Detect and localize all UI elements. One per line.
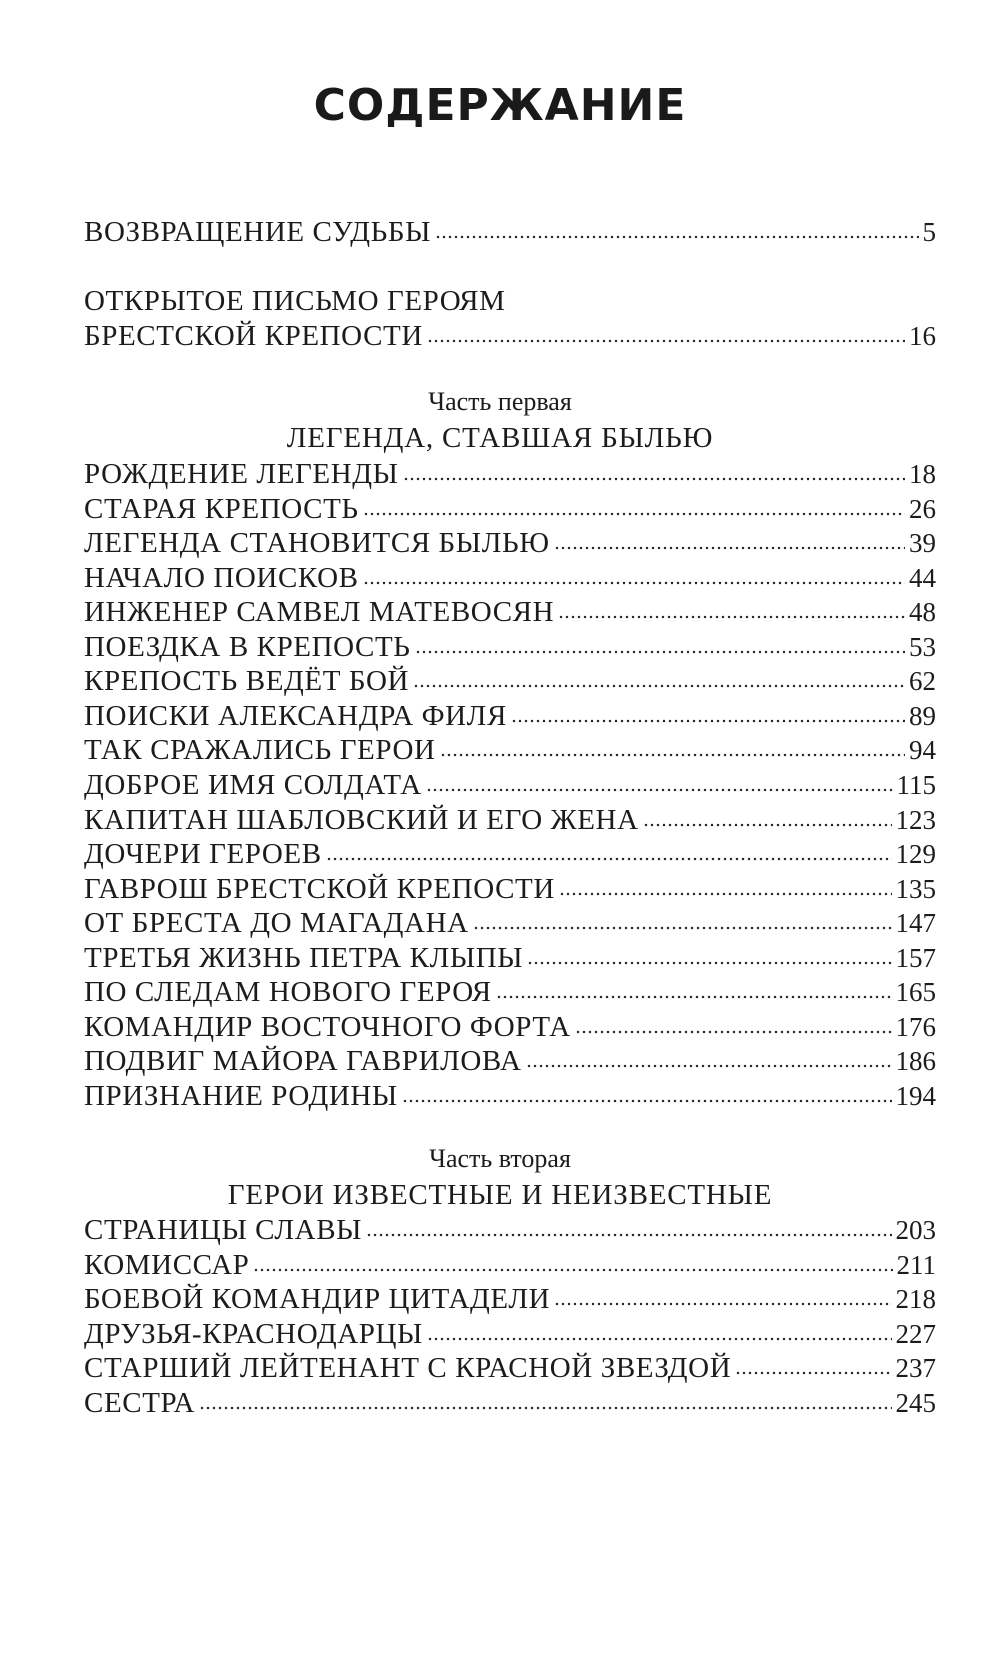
dot-leader <box>199 1405 891 1411</box>
toc-entry-title-line1[interactable]: ОТКРЫТОЕ ПИСЬМО ГЕРОЯМ <box>84 285 506 317</box>
dot-leader <box>403 476 905 482</box>
toc-entry-title: СТРАНИЦЫ СЛАВЫ <box>84 1214 363 1246</box>
toc-entry[interactable] <box>84 940 936 976</box>
dot-leader <box>426 787 893 793</box>
toc-entry[interactable] <box>84 1247 936 1283</box>
toc-entry-title: КОМАНДИР ВОСТОЧНОГО ФОРТА <box>84 1010 571 1043</box>
toc-entry-title: ГАВРОШ БРЕСТСКОЙ КРЕПОСТИ <box>84 872 555 905</box>
toc-entry-page: 18 <box>909 459 936 489</box>
toc-entry-title: КОМИССАР <box>84 1248 250 1281</box>
dot-leader <box>326 856 892 862</box>
part-label: Часть вторая <box>429 1144 571 1173</box>
toc-entry-page: 186 <box>895 1046 936 1077</box>
toc-entry[interactable] <box>84 1212 936 1248</box>
toc-entry-title: РОЖДЕНИЕ ЛЕГЕНДЫ <box>84 458 399 490</box>
toc-entry-page: 94 <box>909 735 936 766</box>
toc-entry[interactable] <box>84 318 936 354</box>
dot-leader <box>735 1370 891 1376</box>
dot-leader <box>496 994 892 1000</box>
dot-leader <box>526 1063 892 1069</box>
toc-entry-page: 157 <box>895 942 936 973</box>
toc-entry-page: 123 <box>895 804 936 835</box>
dot-leader <box>559 891 892 897</box>
toc-entry-page: 176 <box>895 1011 936 1042</box>
toc-entry-page: 147 <box>895 908 936 939</box>
toc-entry[interactable] <box>84 663 936 699</box>
toc-entry-title: ДРУЗЬЯ-КРАСНОДАРЦЫ <box>84 1317 423 1350</box>
toc-entry[interactable] <box>84 905 936 941</box>
toc-entry[interactable] <box>84 802 936 838</box>
toc-entry[interactable] <box>84 491 936 527</box>
toc-entry-title: ПОЕЗДКА В КРЕПОСТЬ <box>84 630 411 663</box>
toc-entry[interactable] <box>84 767 936 803</box>
toc-entry-page: 211 <box>896 1249 936 1280</box>
dot-leader <box>473 925 892 931</box>
toc-entry-title: БРЕСТСКОЙ КРЕПОСТИ <box>84 320 423 352</box>
dot-leader <box>435 234 918 240</box>
toc-entry-title: СТАРАЯ КРЕПОСТЬ <box>84 492 359 525</box>
toc-entry-page: 44 <box>909 562 936 593</box>
toc-entry-page: 115 <box>896 769 936 800</box>
toc-entry-title: ПРИЗНАНИЕ РОДИНЫ <box>84 1079 398 1112</box>
toc-entry-title: ЛЕГЕНДА СТАНОВИТСЯ БЫЛЬЮ <box>84 527 550 560</box>
toc-entry-title: ПОИСКИ АЛЕКСАНДРА ФИЛЯ <box>84 699 507 732</box>
toc-entry-title: КРЕПОСТЬ ВЕДЁТ БОЙ <box>84 665 410 698</box>
toc-entry-page: 53 <box>909 631 936 662</box>
dot-leader <box>427 1336 892 1342</box>
toc-entry-page: 26 <box>909 493 936 524</box>
toc-entry-title: ТАК СРАЖАЛИСЬ ГЕРОИ <box>84 734 436 767</box>
toc-entry-page: 89 <box>909 700 936 731</box>
toc-entry-title: БОЕВОЙ КОМАНДИР ЦИТАДЕЛИ <box>84 1283 551 1316</box>
dot-leader <box>643 822 892 828</box>
toc-entry-title: СТАРШИЙ ЛЕЙТЕНАНТ С КРАСНОЙ ЗВЕЗДОЙ <box>84 1352 732 1385</box>
toc-entry[interactable] <box>84 836 936 872</box>
toc-entry-page: 165 <box>895 977 936 1008</box>
toc-entry[interactable] <box>84 214 936 250</box>
toc-entry-title: ДОБРОЕ ИМЯ СОЛДАТА <box>84 768 422 801</box>
toc-entry-title: СЕСТРА <box>84 1386 196 1419</box>
toc-entry-page: 135 <box>895 873 936 904</box>
dot-leader <box>402 1098 892 1104</box>
toc-entry-page: 237 <box>895 1353 936 1384</box>
toc-entry[interactable] <box>84 1316 936 1352</box>
part-title: ГЕРОИ ИЗВЕСТНЫЕ И НЕИЗВЕСТНЫЕ <box>227 1179 773 1211</box>
toc-entry-page: 203 <box>895 1215 936 1245</box>
part-label: Часть первая <box>428 387 572 416</box>
toc-entry[interactable] <box>84 594 936 630</box>
toc-entry-title: ОТ БРЕСТА ДО МАГАДАНА <box>84 907 469 940</box>
toc-entry-page: 129 <box>895 839 936 870</box>
toc-entry[interactable] <box>84 1385 936 1421</box>
dot-leader <box>363 511 905 517</box>
page-title: СОДЕРЖАНИЕ <box>313 80 687 131</box>
toc-entry[interactable] <box>84 698 936 734</box>
toc-entry-title: ВОЗВРАЩЕНИЕ СУДЬБЫ <box>84 216 432 248</box>
toc-entry[interactable] <box>84 456 936 492</box>
toc-entry-page: 62 <box>909 666 936 697</box>
dot-leader <box>511 718 905 724</box>
toc-entry-page: 5 <box>922 217 936 247</box>
toc-entry-title: ПО СЛЕДАМ НОВОГО ГЕРОЯ <box>84 976 492 1009</box>
toc-entry[interactable] <box>84 1078 936 1114</box>
dot-leader <box>440 752 905 758</box>
dot-leader <box>558 614 905 620</box>
toc-entry-title: ДОЧЕРИ ГЕРОЕВ <box>84 838 322 871</box>
toc-entry[interactable] <box>84 1350 936 1386</box>
toc-entry[interactable] <box>84 629 936 665</box>
toc-entry-page: 39 <box>909 528 936 559</box>
toc-entry[interactable] <box>84 871 936 907</box>
dot-leader <box>427 338 905 344</box>
toc-entry-page: 218 <box>895 1284 936 1315</box>
toc-entry-title: НАЧАЛО ПОИСКОВ <box>84 561 359 594</box>
toc-entry-page: 194 <box>895 1080 936 1111</box>
dot-leader <box>415 649 905 655</box>
dot-leader <box>366 1232 891 1238</box>
toc-entry-page: 16 <box>909 321 936 351</box>
dot-leader <box>413 683 905 689</box>
toc-entry[interactable] <box>84 1281 936 1317</box>
toc-entry[interactable] <box>84 1043 936 1079</box>
dot-leader <box>575 1029 892 1035</box>
toc-entry[interactable] <box>84 525 936 561</box>
dot-leader <box>554 545 905 551</box>
dot-leader <box>554 1301 891 1307</box>
toc-entry-page: 227 <box>895 1318 936 1349</box>
toc-entry-page: 245 <box>895 1387 936 1418</box>
toc-entry-title: КАПИТАН ШАБЛОВСКИЙ И ЕГО ЖЕНА <box>84 803 639 836</box>
toc-entry[interactable] <box>84 1009 936 1045</box>
dot-leader <box>253 1267 892 1273</box>
toc-entry-title: ИНЖЕНЕР САМВЕЛ МАТЕВОСЯН <box>84 596 555 629</box>
toc-entry[interactable] <box>84 732 936 768</box>
toc-entry-title: ПОДВИГ МАЙОРА ГАВРИЛОВА <box>84 1045 522 1078</box>
toc-entry-page: 48 <box>909 597 936 628</box>
dot-leader <box>363 580 905 586</box>
toc-entry[interactable] <box>84 560 936 596</box>
part-title: ЛЕГЕНДА, СТАВШАЯ БЫЛЬЮ <box>286 422 714 454</box>
dot-leader <box>527 960 891 966</box>
toc-entry[interactable] <box>84 974 936 1010</box>
toc-entry-title: ТРЕТЬЯ ЖИЗНЬ ПЕТРА КЛЫПЫ <box>84 941 524 974</box>
